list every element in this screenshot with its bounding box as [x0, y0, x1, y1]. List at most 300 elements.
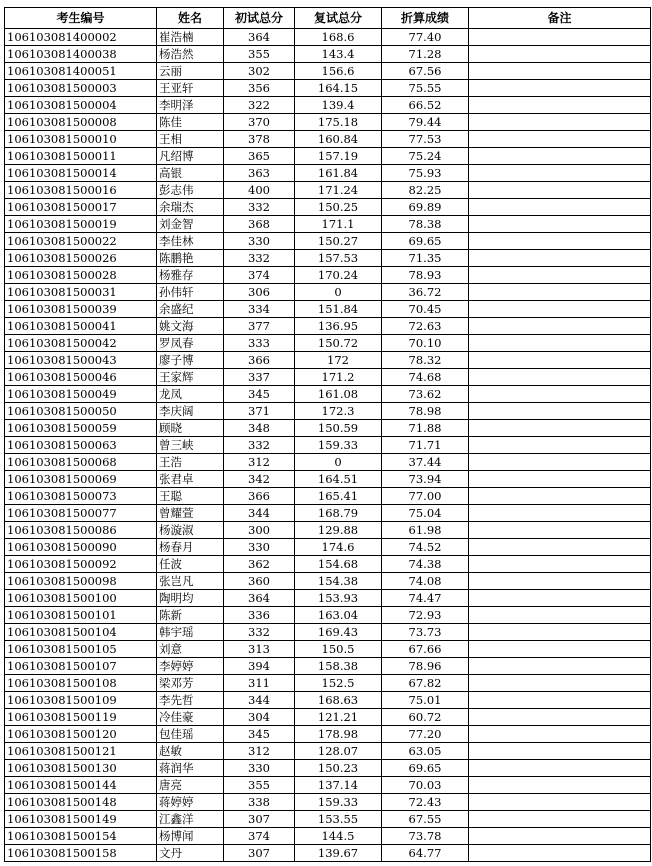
cell-name: 姚文海 [157, 318, 224, 335]
cell-name: 陶明均 [157, 590, 224, 607]
table-row [5, 335, 651, 352]
cell-initial-total: 394 [224, 658, 295, 675]
cell-candidate-id: 106103081500130 [5, 760, 157, 777]
cell-candidate-id: 106103081500086 [5, 522, 157, 539]
cell-retest-total: 156.6 [295, 63, 382, 80]
cell-remarks [469, 471, 651, 488]
cell-converted-score: 75.55 [382, 80, 469, 97]
cell-remarks [469, 811, 651, 828]
cell-candidate-id: 106103081500119 [5, 709, 157, 726]
cell-initial-total: 306 [224, 284, 295, 301]
cell-converted-score: 74.38 [382, 556, 469, 573]
cell-converted-score: 77.40 [382, 29, 469, 46]
cell-remarks [469, 743, 651, 760]
cell-name: 李婷婷 [157, 658, 224, 675]
cell-remarks [469, 607, 651, 624]
cell-converted-score: 64.77 [382, 845, 469, 862]
cell-candidate-id: 106103081500014 [5, 165, 157, 182]
cell-candidate-id: 106103081500104 [5, 624, 157, 641]
cell-retest-total: 150.23 [295, 760, 382, 777]
cell-retest-total: 137.14 [295, 777, 382, 794]
cell-initial-total: 377 [224, 318, 295, 335]
cell-converted-score: 71.71 [382, 437, 469, 454]
table-row [5, 437, 651, 454]
cell-name: 冷佳豪 [157, 709, 224, 726]
cell-remarks [469, 131, 651, 148]
cell-name: 王聪 [157, 488, 224, 505]
cell-initial-total: 332 [224, 624, 295, 641]
cell-retest-total: 171.24 [295, 182, 382, 199]
cell-name: 任波 [157, 556, 224, 573]
table-row [5, 165, 651, 182]
cell-candidate-id: 106103081500149 [5, 811, 157, 828]
cell-candidate-id: 106103081500004 [5, 97, 157, 114]
cell-initial-total: 342 [224, 471, 295, 488]
cell-converted-score: 67.56 [382, 63, 469, 80]
header-retest-total: 复试总分 [295, 8, 382, 29]
cell-initial-total: 348 [224, 420, 295, 437]
cell-name: 廖子博 [157, 352, 224, 369]
cell-converted-score: 71.35 [382, 250, 469, 267]
table-row [5, 131, 651, 148]
cell-candidate-id: 106103081500100 [5, 590, 157, 607]
cell-candidate-id: 106103081500148 [5, 794, 157, 811]
cell-converted-score: 77.00 [382, 488, 469, 505]
table-row [5, 505, 651, 522]
table-row [5, 607, 651, 624]
cell-candidate-id: 106103081500077 [5, 505, 157, 522]
cell-initial-total: 302 [224, 63, 295, 80]
cell-remarks [469, 692, 651, 709]
cell-retest-total: 159.33 [295, 794, 382, 811]
table-row [5, 148, 651, 165]
cell-initial-total: 312 [224, 454, 295, 471]
cell-initial-total: 370 [224, 114, 295, 131]
cell-remarks [469, 403, 651, 420]
cell-initial-total: 374 [224, 828, 295, 845]
cell-converted-score: 74.52 [382, 539, 469, 556]
cell-converted-score: 79.44 [382, 114, 469, 131]
cell-converted-score: 71.88 [382, 420, 469, 437]
cell-converted-score: 77.53 [382, 131, 469, 148]
table-row [5, 743, 651, 760]
cell-name: 蒋润华 [157, 760, 224, 777]
table-row [5, 777, 651, 794]
cell-candidate-id: 106103081500090 [5, 539, 157, 556]
cell-retest-total: 169.43 [295, 624, 382, 641]
table-row [5, 828, 651, 845]
cell-retest-total: 154.68 [295, 556, 382, 573]
cell-initial-total: 336 [224, 607, 295, 624]
table-row [5, 284, 651, 301]
table-row [5, 675, 651, 692]
cell-remarks [469, 233, 651, 250]
table-row [5, 760, 651, 777]
cell-candidate-id: 106103081500108 [5, 675, 157, 692]
cell-name: 江鑫洋 [157, 811, 224, 828]
cell-remarks [469, 437, 651, 454]
cell-remarks [469, 46, 651, 63]
cell-remarks [469, 760, 651, 777]
cell-retest-total: 0 [295, 284, 382, 301]
cell-initial-total: 330 [224, 233, 295, 250]
cell-retest-total: 158.38 [295, 658, 382, 675]
table-row [5, 250, 651, 267]
table-row [5, 318, 651, 335]
cell-initial-total: 366 [224, 488, 295, 505]
cell-converted-score: 78.93 [382, 267, 469, 284]
cell-initial-total: 378 [224, 131, 295, 148]
cell-retest-total: 163.04 [295, 607, 382, 624]
cell-candidate-id: 106103081500026 [5, 250, 157, 267]
cell-retest-total: 0 [295, 454, 382, 471]
cell-name: 刘金智 [157, 216, 224, 233]
table-body [5, 29, 651, 862]
cell-retest-total: 165.41 [295, 488, 382, 505]
cell-converted-score: 63.05 [382, 743, 469, 760]
cell-retest-total: 144.5 [295, 828, 382, 845]
cell-converted-score: 73.78 [382, 828, 469, 845]
cell-retest-total: 161.08 [295, 386, 382, 403]
cell-name: 顾晓 [157, 420, 224, 437]
header-candidate-id: 考生编号 [5, 8, 157, 29]
cell-candidate-id: 106103081500073 [5, 488, 157, 505]
cell-name: 陈鹏艳 [157, 250, 224, 267]
cell-remarks [469, 114, 651, 131]
cell-remarks [469, 148, 651, 165]
cell-remarks [469, 454, 651, 471]
cell-candidate-id: 106103081500158 [5, 845, 157, 862]
cell-initial-total: 344 [224, 505, 295, 522]
cell-initial-total: 374 [224, 267, 295, 284]
table-row [5, 369, 651, 386]
cell-initial-total: 332 [224, 199, 295, 216]
cell-converted-score: 69.89 [382, 199, 469, 216]
cell-retest-total: 143.4 [295, 46, 382, 63]
cell-initial-total: 400 [224, 182, 295, 199]
table-row [5, 522, 651, 539]
cell-initial-total: 312 [224, 743, 295, 760]
cell-retest-total: 164.15 [295, 80, 382, 97]
cell-candidate-id: 106103081500010 [5, 131, 157, 148]
cell-converted-score: 74.08 [382, 573, 469, 590]
cell-initial-total: 333 [224, 335, 295, 352]
table-row [5, 641, 651, 658]
cell-retest-total: 151.84 [295, 301, 382, 318]
cell-initial-total: 307 [224, 845, 295, 862]
cell-initial-total: 300 [224, 522, 295, 539]
cell-name: 刘意 [157, 641, 224, 658]
cell-converted-score: 78.38 [382, 216, 469, 233]
cell-initial-total: 332 [224, 437, 295, 454]
cell-initial-total: 337 [224, 369, 295, 386]
cell-remarks [469, 624, 651, 641]
cell-remarks [469, 709, 651, 726]
cell-retest-total: 170.24 [295, 267, 382, 284]
cell-remarks [469, 420, 651, 437]
cell-converted-score: 70.10 [382, 335, 469, 352]
cell-initial-total: 363 [224, 165, 295, 182]
cell-name: 云丽 [157, 63, 224, 80]
cell-initial-total: 366 [224, 352, 295, 369]
cell-converted-score: 69.65 [382, 233, 469, 250]
cell-candidate-id: 106103081400002 [5, 29, 157, 46]
table-row [5, 267, 651, 284]
cell-converted-score: 70.45 [382, 301, 469, 318]
cell-remarks [469, 488, 651, 505]
cell-retest-total: 139.67 [295, 845, 382, 862]
cell-name: 王亚轩 [157, 80, 224, 97]
cell-converted-score: 75.01 [382, 692, 469, 709]
cell-remarks [469, 284, 651, 301]
table-row [5, 573, 651, 590]
table-row [5, 471, 651, 488]
cell-candidate-id: 106103081500068 [5, 454, 157, 471]
table-row [5, 114, 651, 131]
cell-candidate-id: 106103081500019 [5, 216, 157, 233]
cell-remarks [469, 369, 651, 386]
cell-name: 王浩 [157, 454, 224, 471]
cell-remarks [469, 777, 651, 794]
cell-name: 高银 [157, 165, 224, 182]
table-row [5, 46, 651, 63]
table-row [5, 794, 651, 811]
header-converted-score: 折算成绩 [382, 8, 469, 29]
cell-retest-total: 175.18 [295, 114, 382, 131]
header-name: 姓名 [157, 8, 224, 29]
cell-remarks [469, 539, 651, 556]
cell-name: 梁邓芳 [157, 675, 224, 692]
cell-name: 王相 [157, 131, 224, 148]
table-row [5, 726, 651, 743]
cell-name: 包佳瑶 [157, 726, 224, 743]
cell-name: 余瑞杰 [157, 199, 224, 216]
cell-remarks [469, 29, 651, 46]
cell-retest-total: 168.79 [295, 505, 382, 522]
cell-name: 罗凤春 [157, 335, 224, 352]
cell-name: 唐亮 [157, 777, 224, 794]
cell-retest-total: 171.2 [295, 369, 382, 386]
cell-remarks [469, 658, 651, 675]
cell-candidate-id: 106103081500121 [5, 743, 157, 760]
cell-remarks [469, 63, 651, 80]
header-row [5, 8, 651, 29]
cell-retest-total: 174.6 [295, 539, 382, 556]
cell-converted-score: 60.72 [382, 709, 469, 726]
cell-converted-score: 78.32 [382, 352, 469, 369]
cell-name: 张君卓 [157, 471, 224, 488]
cell-initial-total: 364 [224, 590, 295, 607]
cell-retest-total: 168.63 [295, 692, 382, 709]
cell-name: 蒋婷婷 [157, 794, 224, 811]
cell-converted-score: 75.24 [382, 148, 469, 165]
cell-name: 文丹 [157, 845, 224, 862]
cell-remarks [469, 199, 651, 216]
cell-converted-score: 67.55 [382, 811, 469, 828]
cell-retest-total: 172.3 [295, 403, 382, 420]
cell-initial-total: 311 [224, 675, 295, 692]
cell-initial-total: 338 [224, 794, 295, 811]
cell-name: 杨雅存 [157, 267, 224, 284]
cell-initial-total: 356 [224, 80, 295, 97]
cell-name: 杨博闻 [157, 828, 224, 845]
cell-name: 李庆阔 [157, 403, 224, 420]
cell-remarks [469, 301, 651, 318]
cell-remarks [469, 182, 651, 199]
cell-candidate-id: 106103081500008 [5, 114, 157, 131]
cell-name: 杨浩然 [157, 46, 224, 63]
cell-retest-total: 171.1 [295, 216, 382, 233]
cell-converted-score: 72.63 [382, 318, 469, 335]
cell-remarks [469, 726, 651, 743]
cell-retest-total: 161.84 [295, 165, 382, 182]
cell-converted-score: 82.25 [382, 182, 469, 199]
cell-remarks [469, 641, 651, 658]
cell-initial-total: 322 [224, 97, 295, 114]
cell-remarks [469, 318, 651, 335]
table-row [5, 97, 651, 114]
cell-converted-score: 74.68 [382, 369, 469, 386]
table-row [5, 216, 651, 233]
cell-remarks [469, 845, 651, 862]
cell-initial-total: 371 [224, 403, 295, 420]
cell-candidate-id: 106103081500069 [5, 471, 157, 488]
table-row [5, 29, 651, 46]
cell-retest-total: 157.53 [295, 250, 382, 267]
cell-candidate-id: 106103081500050 [5, 403, 157, 420]
cell-name: 凡绍博 [157, 148, 224, 165]
cell-remarks [469, 386, 651, 403]
cell-name: 李先哲 [157, 692, 224, 709]
cell-retest-total: 153.93 [295, 590, 382, 607]
cell-retest-total: 178.98 [295, 726, 382, 743]
cell-candidate-id: 106103081500101 [5, 607, 157, 624]
cell-converted-score: 75.04 [382, 505, 469, 522]
cell-candidate-id: 106103081500011 [5, 148, 157, 165]
cell-remarks [469, 250, 651, 267]
cell-converted-score: 75.93 [382, 165, 469, 182]
cell-candidate-id: 106103081500003 [5, 80, 157, 97]
cell-candidate-id: 106103081500046 [5, 369, 157, 386]
table-row [5, 454, 651, 471]
cell-candidate-id: 106103081500063 [5, 437, 157, 454]
cell-candidate-id: 106103081500043 [5, 352, 157, 369]
cell-name: 赵敏 [157, 743, 224, 760]
cell-converted-score: 67.82 [382, 675, 469, 692]
cell-converted-score: 36.72 [382, 284, 469, 301]
cell-candidate-id: 106103081500049 [5, 386, 157, 403]
cell-name: 陈新 [157, 607, 224, 624]
cell-candidate-id: 106103081500109 [5, 692, 157, 709]
table-row [5, 403, 651, 420]
table-row [5, 199, 651, 216]
cell-remarks [469, 335, 651, 352]
cell-converted-score: 72.93 [382, 607, 469, 624]
cell-initial-total: 360 [224, 573, 295, 590]
cell-initial-total: 368 [224, 216, 295, 233]
cell-candidate-id: 106103081500039 [5, 301, 157, 318]
cell-converted-score: 74.47 [382, 590, 469, 607]
cell-name: 龙凤 [157, 386, 224, 403]
cell-initial-total: 334 [224, 301, 295, 318]
cell-initial-total: 365 [224, 148, 295, 165]
table-row [5, 556, 651, 573]
cell-candidate-id: 106103081500092 [5, 556, 157, 573]
cell-name: 彭志伟 [157, 182, 224, 199]
table-row [5, 590, 651, 607]
cell-retest-total: 152.5 [295, 675, 382, 692]
cell-candidate-id: 106103081500098 [5, 573, 157, 590]
table-row [5, 692, 651, 709]
table-row [5, 352, 651, 369]
cell-converted-score: 77.20 [382, 726, 469, 743]
table-row [5, 709, 651, 726]
cell-candidate-id: 106103081500031 [5, 284, 157, 301]
cell-converted-score: 67.66 [382, 641, 469, 658]
table-row [5, 624, 651, 641]
cell-initial-total: 330 [224, 760, 295, 777]
table-row [5, 539, 651, 556]
cell-converted-score: 73.62 [382, 386, 469, 403]
cell-retest-total: 159.33 [295, 437, 382, 454]
cell-name: 张岂凡 [157, 573, 224, 590]
cell-candidate-id: 106103081500022 [5, 233, 157, 250]
cell-name: 王家辉 [157, 369, 224, 386]
cell-remarks [469, 267, 651, 284]
cell-initial-total: 364 [224, 29, 295, 46]
table-row [5, 301, 651, 318]
cell-retest-total: 172 [295, 352, 382, 369]
cell-retest-total: 150.59 [295, 420, 382, 437]
cell-initial-total: 344 [224, 692, 295, 709]
cell-remarks [469, 675, 651, 692]
cell-converted-score: 69.65 [382, 760, 469, 777]
cell-name: 余盛纪 [157, 301, 224, 318]
cell-converted-score: 37.44 [382, 454, 469, 471]
cell-initial-total: 313 [224, 641, 295, 658]
cell-name: 李明泽 [157, 97, 224, 114]
cell-candidate-id: 106103081500016 [5, 182, 157, 199]
cell-initial-total: 355 [224, 46, 295, 63]
table-row [5, 386, 651, 403]
cell-converted-score: 73.73 [382, 624, 469, 641]
cell-initial-total: 345 [224, 386, 295, 403]
table-row [5, 488, 651, 505]
cell-initial-total: 345 [224, 726, 295, 743]
cell-remarks [469, 165, 651, 182]
table-row [5, 420, 651, 437]
cell-retest-total: 136.95 [295, 318, 382, 335]
cell-remarks [469, 590, 651, 607]
cell-converted-score: 73.94 [382, 471, 469, 488]
cell-retest-total: 157.19 [295, 148, 382, 165]
cell-name: 曾三峡 [157, 437, 224, 454]
cell-remarks [469, 522, 651, 539]
cell-retest-total: 164.51 [295, 471, 382, 488]
cell-remarks [469, 97, 651, 114]
cell-retest-total: 168.6 [295, 29, 382, 46]
cell-candidate-id: 106103081500028 [5, 267, 157, 284]
cell-converted-score: 72.43 [382, 794, 469, 811]
cell-name: 孙伟轩 [157, 284, 224, 301]
cell-name: 杨春月 [157, 539, 224, 556]
cell-name: 曾耀萱 [157, 505, 224, 522]
cell-candidate-id: 106103081500107 [5, 658, 157, 675]
cell-remarks [469, 505, 651, 522]
cell-remarks [469, 352, 651, 369]
cell-converted-score: 70.03 [382, 777, 469, 794]
cell-retest-total: 150.25 [295, 199, 382, 216]
